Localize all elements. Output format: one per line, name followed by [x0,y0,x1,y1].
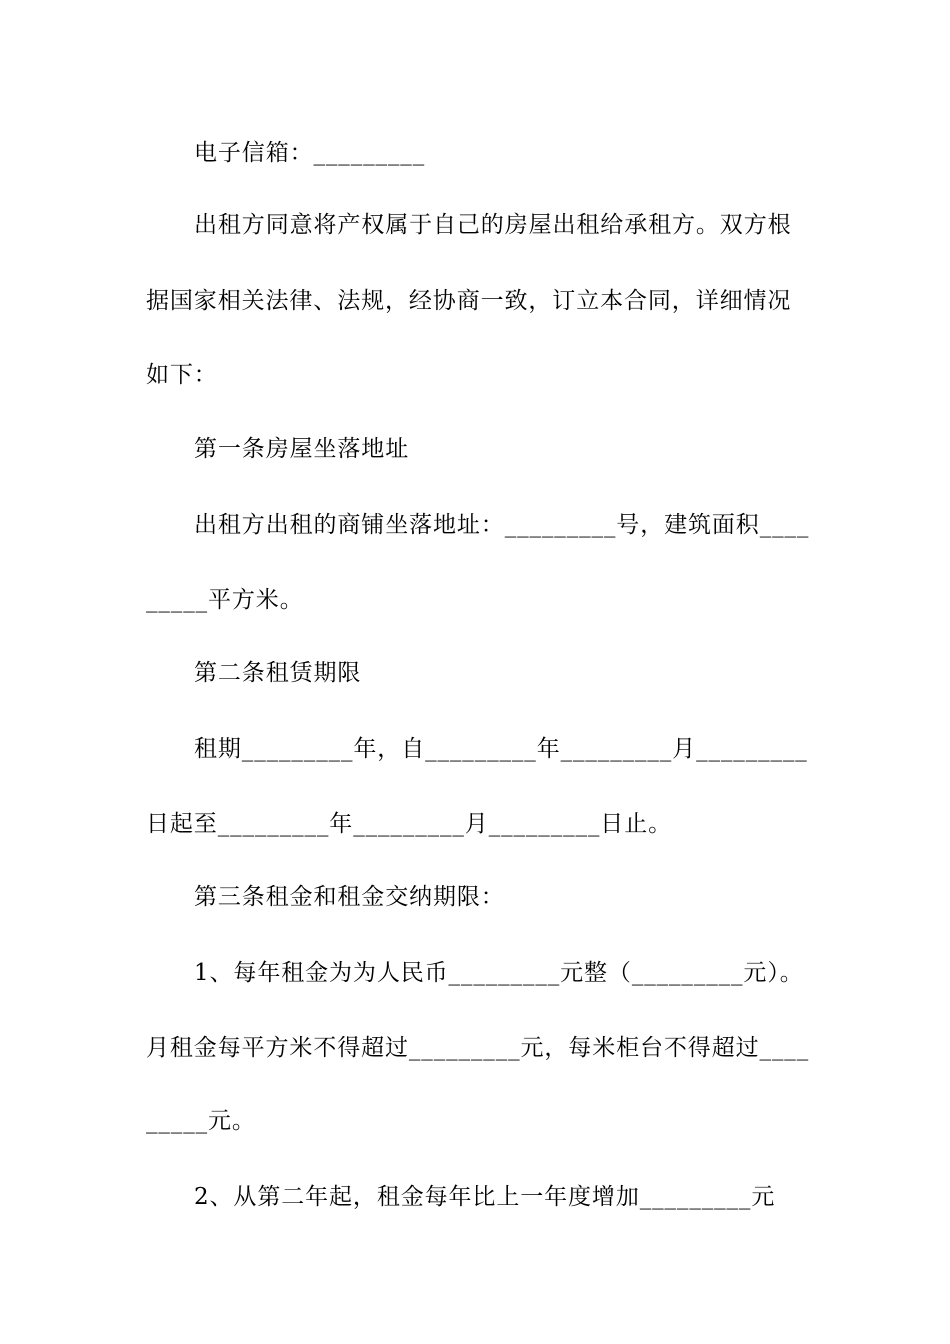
address-line-1: 出租方出租的商铺坐落地址：_________号，建筑面积____ [194,512,810,538]
rent-line-2: 月租金每平方米不得超过_________元，每米柜台不得超过____ [146,1035,810,1061]
article-1-heading: 第一条房屋坐落地址 [194,436,410,462]
term-line-2: 日起至_________年_________月_________日止。 [146,811,672,837]
article-3-heading: 第三条租金和租金交纳期限： [194,884,505,910]
email-line: 电子信箱：_________ [194,140,426,166]
rent-line-3: _____元。 [146,1108,256,1134]
intro-line-1: 出租方同意将产权属于自己的房屋出租给承租方。双方根 [194,212,792,238]
article-2-heading: 第二条租赁期限 [194,660,362,686]
address-line-2: _____平方米。 [146,587,304,613]
intro-line-2: 据国家相关法律、法规，经协商一致，订立本合同，详细情况 [146,288,792,314]
rent-line-1: 1、每年租金为为人民币_________元整（_________元）。 [194,960,804,986]
intro-line-3: 如下： [146,362,218,388]
term-line-1: 租期_________年，自_________年_________月_________ [194,736,808,762]
increase-line-1: 2、从第二年起，租金每年比上一年度增加_________元 [194,1184,776,1210]
